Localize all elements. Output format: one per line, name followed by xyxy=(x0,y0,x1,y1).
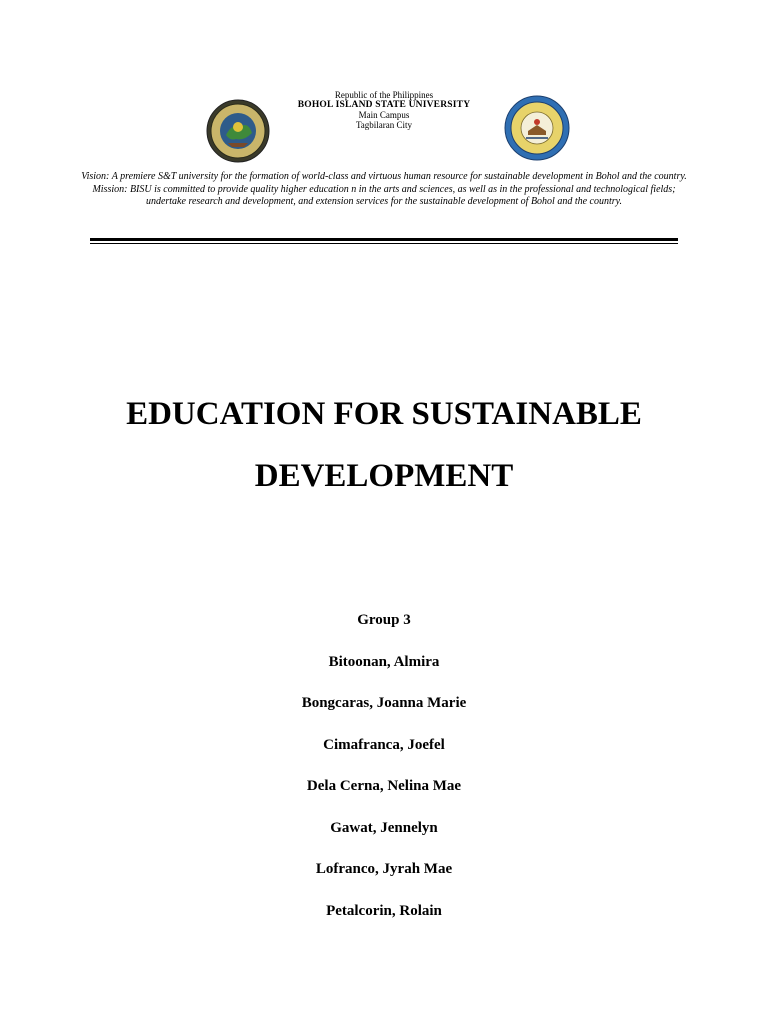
vision-mission-block xyxy=(80,171,688,209)
title-line-2: DEVELOPMENT xyxy=(254,458,514,494)
group-name: Group 3 xyxy=(357,612,411,628)
header-divider-thick xyxy=(90,238,678,241)
member-name: Dela Cerna, Nelina Mae xyxy=(306,778,462,794)
vision-text: Vision: A premiere S&T university for the formation of world-class and virtuous human resource for sustainable development in Bohol and the country. xyxy=(81,171,687,182)
country-line: Republic of the Philippines xyxy=(334,90,434,100)
campus-line: Main Campus xyxy=(358,110,410,120)
university-name: BOHOL ISLAND STATE UNIVERSITY xyxy=(297,100,471,110)
member-name: Gawat, Jennelyn xyxy=(330,819,438,836)
group-block xyxy=(0,610,768,942)
document-title xyxy=(0,383,768,507)
title-line-1: EDUCATION FOR SUSTAINABLE xyxy=(126,396,642,432)
member-name: Bitoonan, Almira xyxy=(328,653,440,670)
mission-continuation-text: undertake research and development, and extension services for the sustainable development of Bohol and the country. xyxy=(145,196,623,207)
mission-text: Mission: BISU is committed to provide quality higher education n in the arts and sciences, as well as in the professional and technological fields; xyxy=(92,183,676,195)
member-name: Petalcorin, Rolain xyxy=(326,902,442,919)
header-divider-thin xyxy=(90,243,678,244)
member-name: Cimafranca, Joefel xyxy=(323,736,445,753)
document-header xyxy=(0,90,768,130)
member-name: Lofranco, Jyrah Mae xyxy=(315,861,453,877)
city-line: Tagbilaran City xyxy=(355,120,413,130)
member-name: Bongcaras, Joanna Marie xyxy=(301,695,467,711)
